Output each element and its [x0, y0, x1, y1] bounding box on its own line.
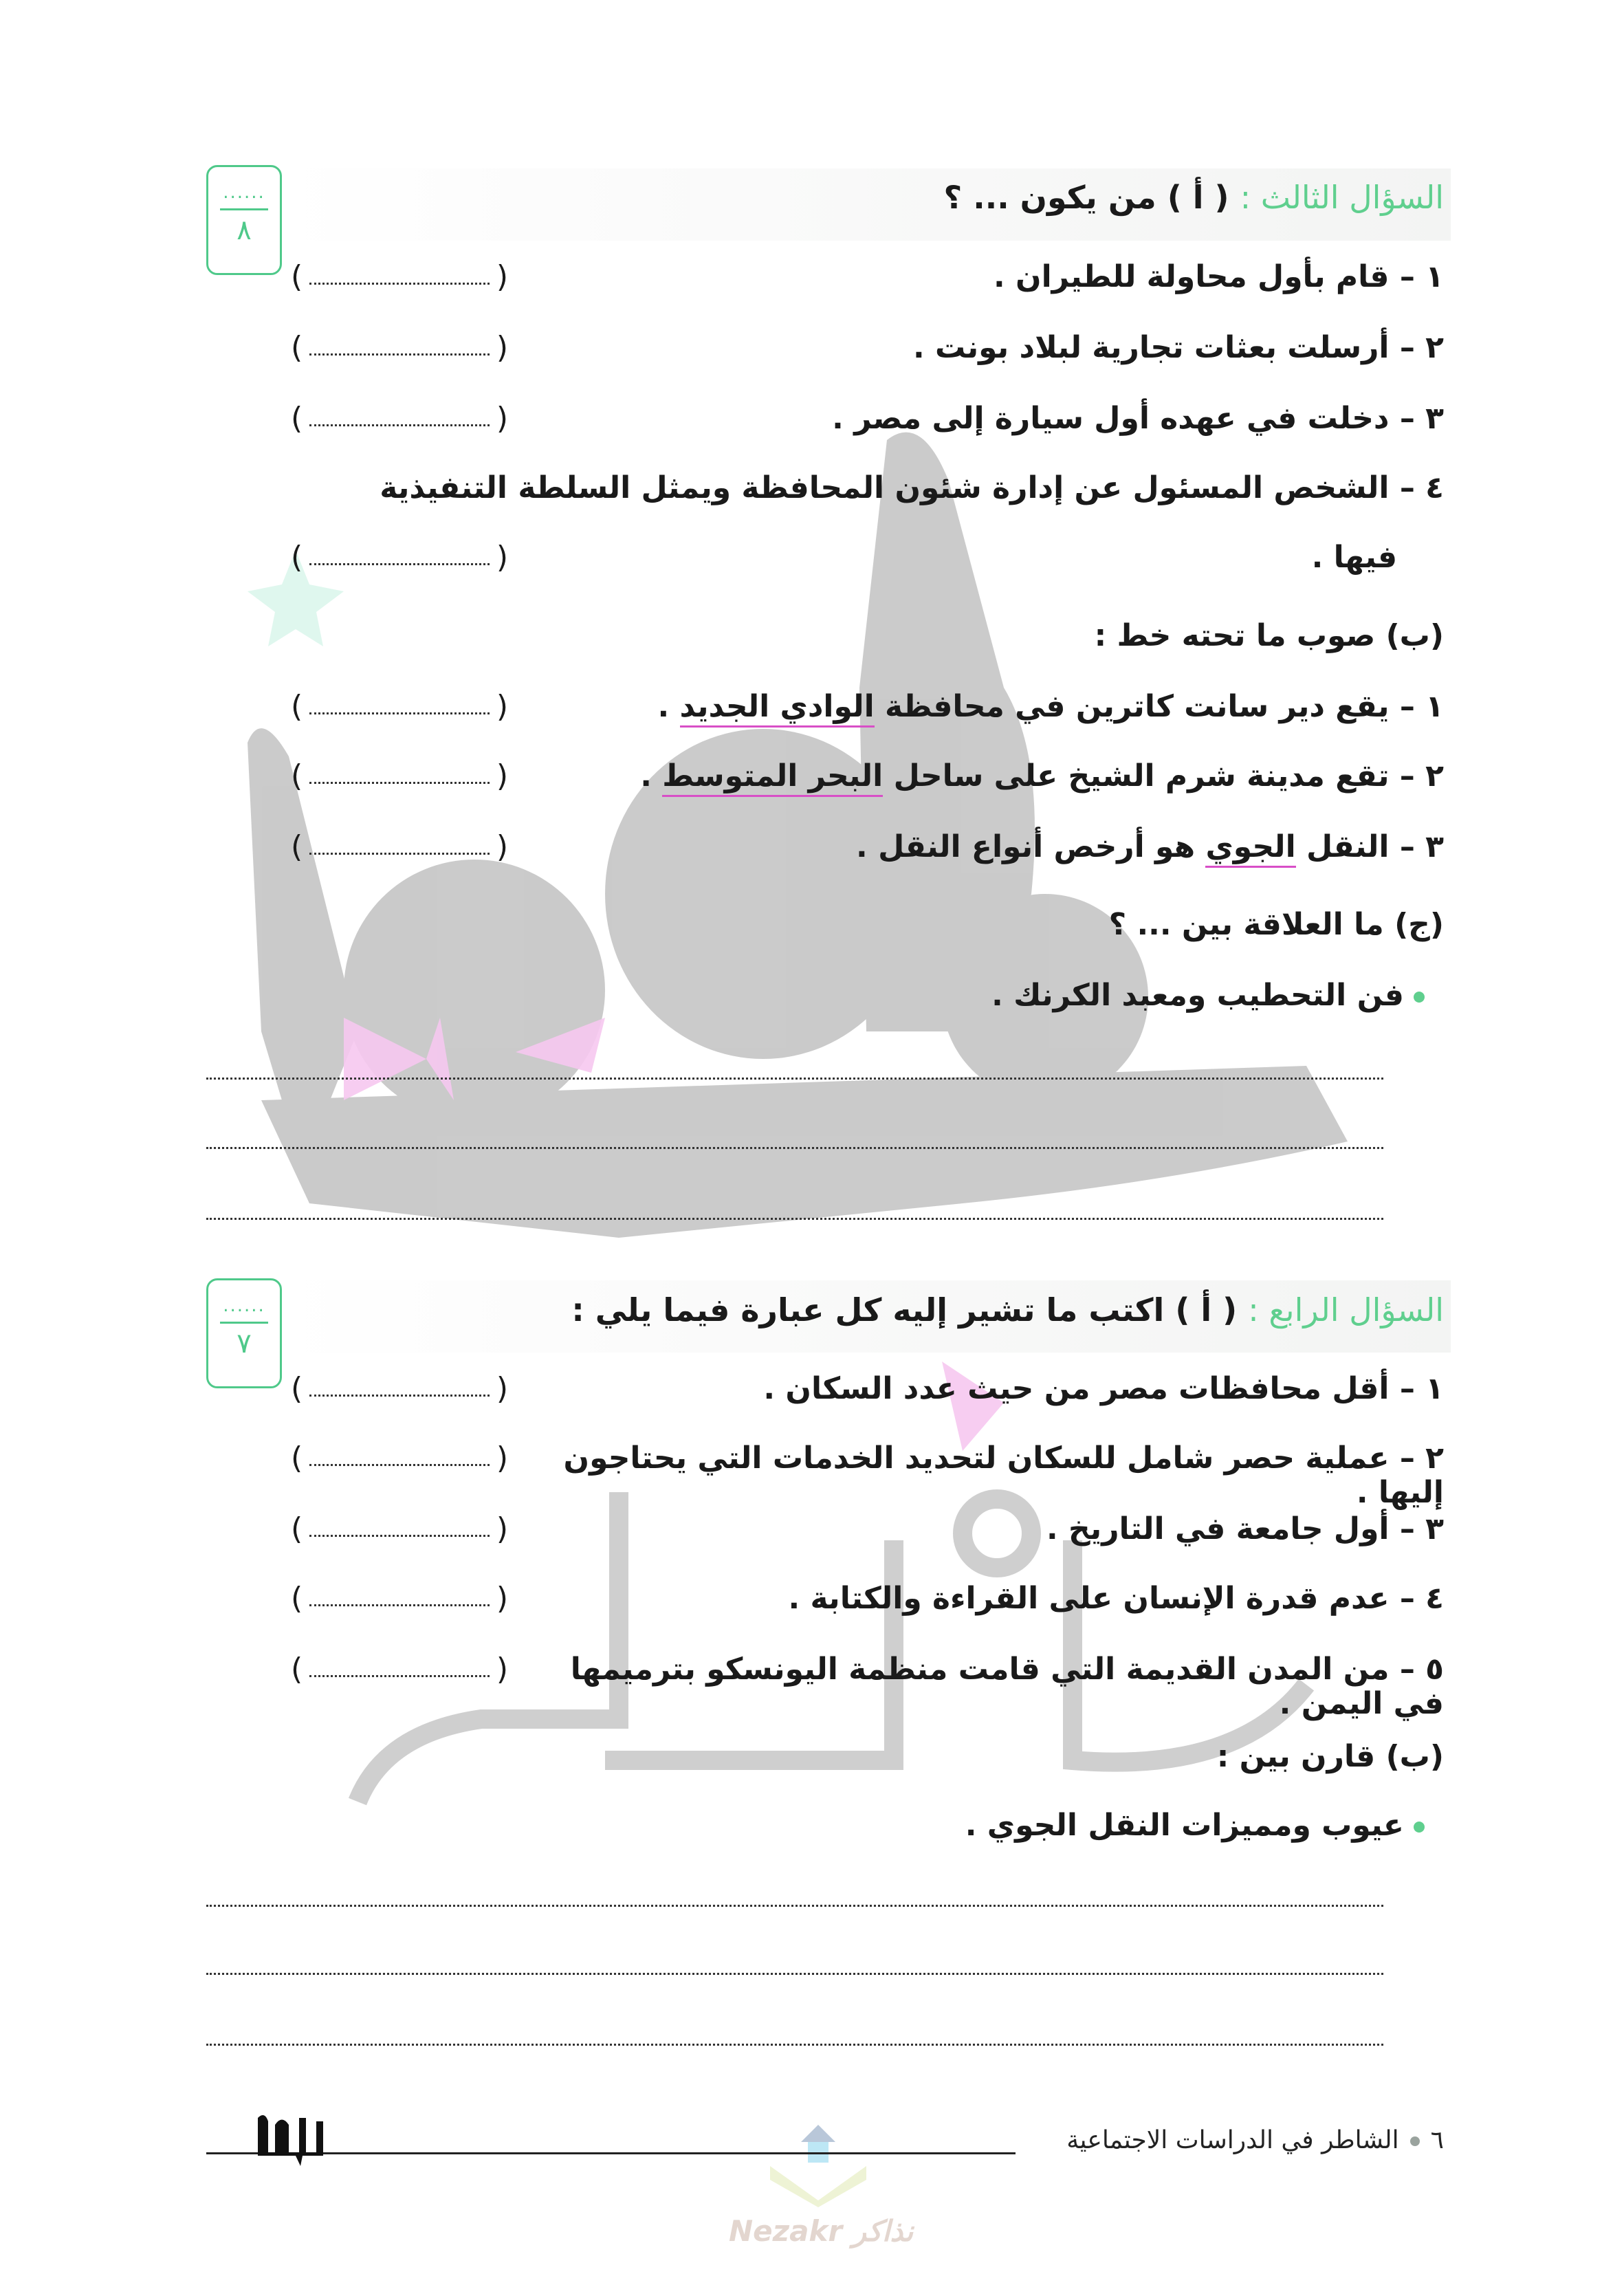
answer-blank[interactable]: ( ): [291, 829, 508, 864]
score-blank: ......: [223, 182, 265, 203]
q4-item-3: ٣ – أول جامعة في التاريخ .: [1046, 1511, 1444, 1546]
q4-title-text: ( أ ) اكتب ما تشير إليه كل عبارة فيما يلي :: [571, 1291, 1238, 1329]
child-head-left: [344, 860, 605, 1121]
q3-b-item-1: [529, 690, 1444, 724]
footer-title: [1066, 2126, 1444, 2154]
logo-icon: [251, 2104, 327, 2166]
q4-item-4: ٤ – عدم قدرة الإنسان على القراءة والكتابة .: [788, 1581, 1444, 1616]
score-divider: [220, 1322, 268, 1324]
bullet-icon: [1414, 992, 1425, 1003]
answer-line[interactable]: [206, 1218, 1383, 1220]
answer-line[interactable]: [206, 1147, 1383, 1149]
answer-blank[interactable]: ( ): [291, 758, 508, 794]
item-text: ١ – يقع دير سانت كاترين في محافظة: [874, 689, 1444, 724]
q4-score-box: [206, 1278, 282, 1388]
answer-blank[interactable]: ( ): [291, 1511, 508, 1546]
q4-title-label: السؤال الرابع :: [1248, 1291, 1444, 1329]
underlined-phrase: البحر المتوسط: [662, 758, 883, 797]
score-total: ٧: [237, 1328, 252, 1359]
nezakr-watermark: Nezakr نذاكر: [729, 2214, 914, 2248]
q3-score-box: [206, 165, 282, 275]
item-text: ٢ – تقع مدينة شرم الشيخ على ساحل: [883, 758, 1444, 794]
publisher-logo: [251, 2104, 327, 2176]
item-text: ٣ – النقل: [1295, 829, 1444, 864]
q3-b-item-2: [529, 759, 1444, 794]
q3-title-text: ( أ ) من يكون ... ؟: [943, 179, 1229, 216]
answer-blank[interactable]: ( ): [291, 1652, 508, 1687]
q3-c-bullet: [991, 979, 1425, 1013]
q3-b-item-3: [529, 830, 1444, 864]
answer-blank[interactable]: ( ): [291, 540, 508, 575]
q4-part-b-title: (ب) قارن بين :: [1216, 1739, 1444, 1774]
q3-title-label: السؤال الثالث :: [1240, 179, 1444, 216]
score-total: ٨: [237, 215, 252, 246]
answer-blank[interactable]: ( ): [291, 259, 508, 294]
footer-rule: [206, 2152, 1016, 2154]
q4-item-1: ١ – أقل محافظات مصر من حيث عدد السكان .: [763, 1371, 1444, 1406]
answer-line[interactable]: [206, 2044, 1383, 2046]
answer-blank[interactable]: ( ): [291, 330, 508, 365]
answer-line[interactable]: [206, 1973, 1383, 1975]
item-text: .: [640, 758, 663, 794]
q3-part-b-title: (ب) صوب ما تحته خط :: [1094, 618, 1444, 653]
answer-blank[interactable]: ( ): [291, 689, 508, 724]
q3-item-2: ٢ – أرسلت بعثات تجارية لبلاد بونت .: [912, 330, 1444, 365]
q3-item-3: ٣ – دخلت في عهده أول سيارة إلى مصر .: [832, 401, 1444, 436]
book-title: الشاطر في الدراسات الاجتماعية: [1066, 2126, 1399, 2154]
q4-b-bullet: [965, 1808, 1425, 1843]
score-divider: [220, 208, 268, 210]
q3-title: [944, 180, 1444, 215]
page-number: ٦: [1430, 2126, 1444, 2154]
dot-icon: [1410, 2136, 1420, 2146]
q3-item-4-cont: فيها .: [1311, 540, 1397, 575]
item-text: هو أرخص أنواع النقل .: [856, 829, 1206, 864]
q4-item-2: ٢ – عملية حصر شامل للسكان لتحديد الخدمات التي يحتاجون إليها .: [563, 1441, 1444, 1510]
answer-blank[interactable]: ( ): [291, 1371, 508, 1406]
bullet-text: فن التحطيب ومعبد الكرنك .: [991, 978, 1404, 1013]
underlined-phrase: الوادي الجديد: [680, 689, 875, 728]
q4-item-5: ٥ – من المدن القديمة التي قامت منظمة اليونسكو بترميمها في اليمن .: [570, 1652, 1444, 1721]
nezakr-logo-icon: [770, 2125, 866, 2207]
bullet-text: عيوب ومميزات النقل الجوي .: [965, 1808, 1404, 1843]
answer-line[interactable]: [206, 1078, 1383, 1080]
answer-blank[interactable]: ( ): [291, 1441, 508, 1476]
underlined-phrase: الجوي: [1205, 829, 1295, 868]
answer-blank[interactable]: ( ): [291, 1581, 508, 1616]
answer-blank[interactable]: ( ): [291, 401, 508, 436]
q3-part-c-title: (ج) ما العلاقة بين ... ؟: [1108, 907, 1444, 942]
score-blank: ......: [223, 1295, 265, 1316]
q3-item-1: ١ – قام بأول محاولة للطيران .: [994, 259, 1444, 294]
q4-title: [571, 1293, 1444, 1327]
bullet-icon: [1414, 1822, 1425, 1833]
item-text: .: [657, 689, 680, 724]
q3-item-4: ٤ – الشخص المسئول عن إدارة شئون المحافظة ويمثل السلطة التنفيذية: [380, 470, 1444, 505]
answer-line[interactable]: [206, 1905, 1383, 1907]
